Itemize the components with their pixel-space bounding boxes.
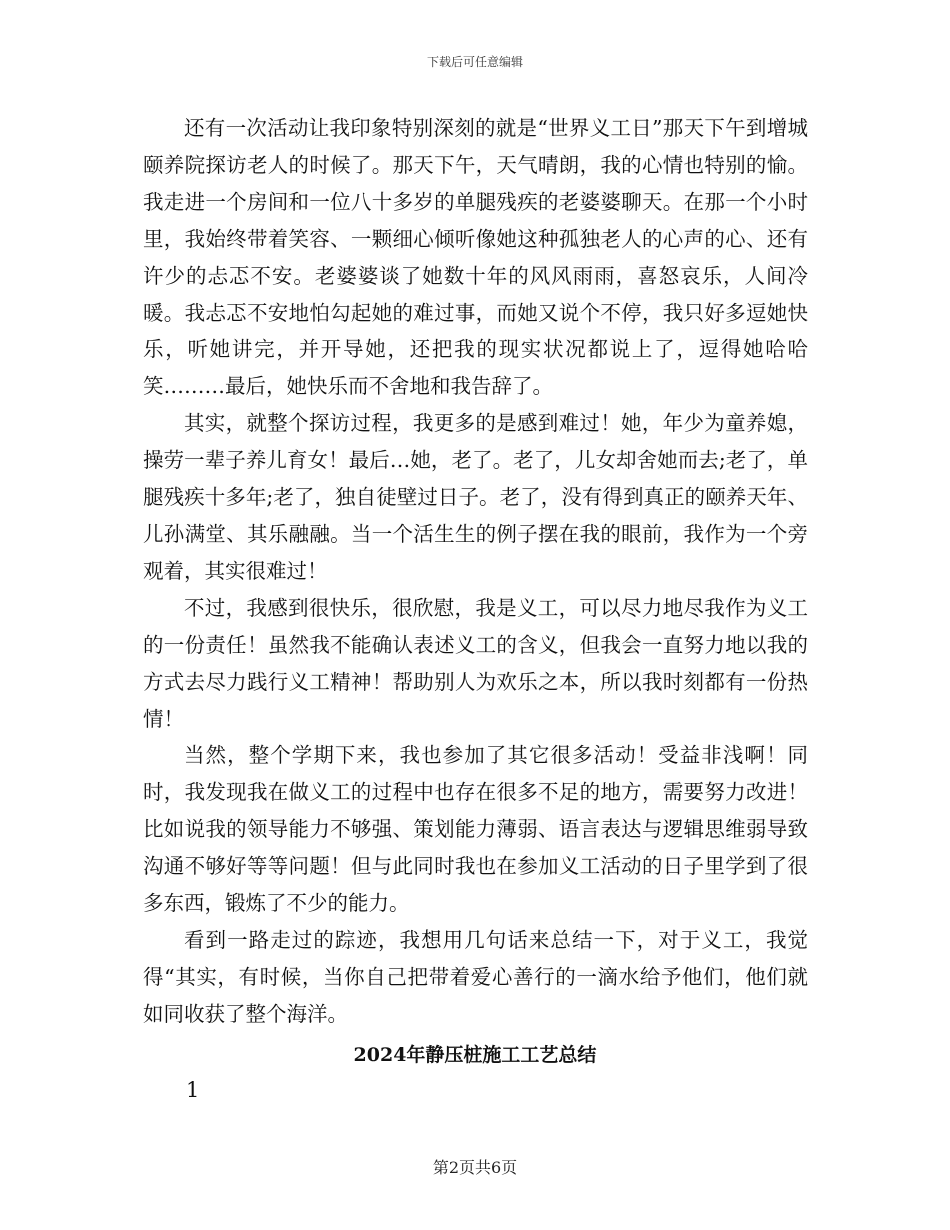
page-footer-number: 第2页共6页 (432, 1158, 518, 1177)
document-title: 2024年静压桩施工工艺总结 (353, 1044, 597, 1066)
section-number: 1 (186, 1078, 200, 1102)
paragraph: 当然，整个学期下来，我也参加了其它很多活动！受益非浅啊！同时，我发现我在做义工的过程中也存在很多不足的地方，需要努力改进！比如说我的领导能力不够强、策划能力薄弱、语言表达与逻辑思维弱导致沟通不够好等等问题！但与此同时我也在参加义工活动的日子里学到了很多东西，锻炼了不少的能力。 (143, 743, 808, 916)
paragraph: 不过，我感到很快乐，很欣慰，我是义工，可以尽力地尽我作为义工的一份责任！虽然我不能确认表述义工的含义，但我会一直努力地以我的方式去尽力践行义工精神！帮助别人为欢乐之本，所以我时刻都有一份热情！ (143, 595, 808, 731)
paragraph: 看到一路走过的踪迹，我想用几句话来总结一下，对于义工，我觉得“其实，有时候，当你自己把带着爱心善行的一滴水给予他们，他们就如同收获了整个海洋。 (143, 927, 808, 1026)
document-body (143, 110, 808, 1033)
paragraph: 还有一次活动让我印象特别深刻的就是“世界义工日”那天下午到增城颐养院探访老人的时候了。那天下午，天气晴朗，我的心情也特别的愉。我走进一个房间和一位八十多岁的单腿残疾的老婆婆聊天。在那一个小时里，我始终带着笑容、一颗细心倾听像她这种孤独老人的心声的心、还有许少的忐忑不安。老婆婆谈了她数十年的风风雨雨，喜怒哀乐，人间冷暖。我忐忑不安地怕勾起她的难过事，而她又说个不停，我只好多逗她快乐，听她讲完，并开导她，还把我的现实状况都说上了，逗得她哈哈笑………最后，她快乐而不舍地和我告辞了。 (143, 116, 808, 399)
page-header-note: 下载后可任意编辑 (426, 55, 523, 69)
paragraph: 其实，就整个探访过程，我更多的是感到难过！她，年少为童养媳，操劳一辈子养儿育女！最后…她，老了。老了，儿女却舍她而去;老了，单腿残疾十多年;老了，独自徒壁过日子。老了，没有得到真正的颐养天年、儿孙满堂、其乐融融。当一个活生生的例子摆在我的眼前，我作为一个旁观着，其实很难过！ (143, 411, 808, 583)
